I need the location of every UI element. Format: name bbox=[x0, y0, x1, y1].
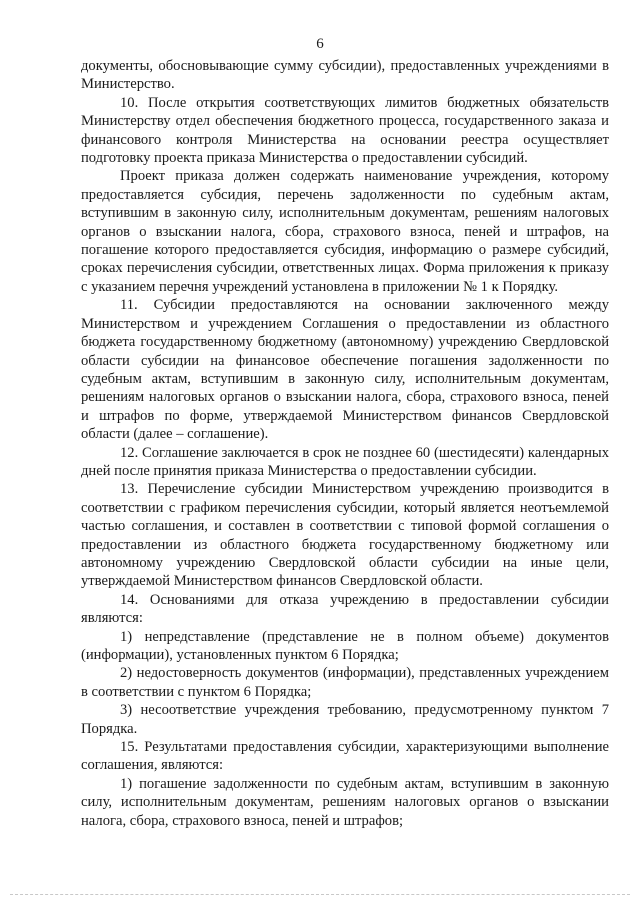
paragraph-14-item-2: 2) недостоверность документов (информации), представленных учреждением в соответствии с пунктом 6 Порядка; bbox=[81, 665, 609, 700]
document-body bbox=[81, 57, 609, 830]
paragraph-order-draft: Проект приказа должен содержать наименование учреждения, которому предоставляется субсидия, перечень задолженности по судебным актам, вступившим в законную силу, исполнительным документам, решениям налоговых органов о взыскании налога, сбора, страхового взноса, пеней и штрафов, на погашение которого предоставляется субсидия, информацию о размере субсидий, сроках перечисления субсидии, ответственных лицах. Форма приложения к приказу с указанием перечня учреждений установлена в приложении № 1 к Порядку. bbox=[81, 168, 609, 295]
paragraph-11: 11. Субсидии предоставляются на основании заключенного между Министерством и учреждением Соглашения о предоставлении из областного бюджета государственному бюджетному (автономному) учреждению Свердловской области субсидии на финансовое обеспечение погашения задолженности по судебным актам, вступившим в законную силу, исполнительным документам, решениям налоговых органов о взыскании налога, сбора, страхового взноса, пеней и штрафов по форме, утверждаемой Министерством финансов Свердловской области (далее – соглашение). bbox=[81, 297, 609, 443]
paragraph-14: 14. Основаниями для отказа учреждению в предоставлении субсидии являются: bbox=[81, 591, 609, 627]
page-number: 6 bbox=[316, 36, 324, 52]
paragraph-continuation: документы, обосновывающие сумму субсидии), предоставленных учреждениями в Министерство. bbox=[81, 58, 609, 93]
paragraph-15: 15. Результатами предоставления субсидии, характеризующими выполнение соглашения, являются: bbox=[81, 739, 609, 774]
paragraph-13: 13. Перечисление субсидии Министерством учреждению производится в соответствии с графиком перечисления субсидии, который является неотъемлемой частью соглашения, и составлен в соответствии с типовой формой соглашения о предоставлении из областного бюджета государственному бюджетному или автономному учреждению Свердловской области субсидии на иные цели, утверждаемой Министерством финансов Свердловской области. bbox=[81, 481, 609, 590]
paragraph-14-item-1: 1) непредставление (представление не в полном объеме) документов (информации), установленных пунктом 6 Порядка; bbox=[81, 628, 609, 663]
paragraph-12: 12. Соглашение заключается в срок не позднее 60 (шестидесяти) календарных дней после принятия приказа Министерства о предоставлении субсидии. bbox=[81, 444, 609, 479]
paragraph-15-item-1: 1) погашение задолженности по судебным актам, вступившим в законную силу, исполнительным документам, решениям налоговых органов о взыскании налога, сбора, страхового взноса, пеней и штрафов; bbox=[81, 775, 609, 829]
paragraph-14-item-3: 3) несоответствие учреждения требованию, предусмотренному пунктом 7 Порядка. bbox=[81, 702, 609, 737]
paragraph-10: 10. После открытия соответствующих лимитов бюджетных обязательств Министерству отдел обеспечения бюджетного процесса, государственного заказа и финансового контроля Министерства на основании реестра осуществляет подготовку проекта приказа Министерства о предоставлении субсидий. bbox=[81, 94, 609, 167]
scan-bottom-edge bbox=[10, 894, 630, 895]
